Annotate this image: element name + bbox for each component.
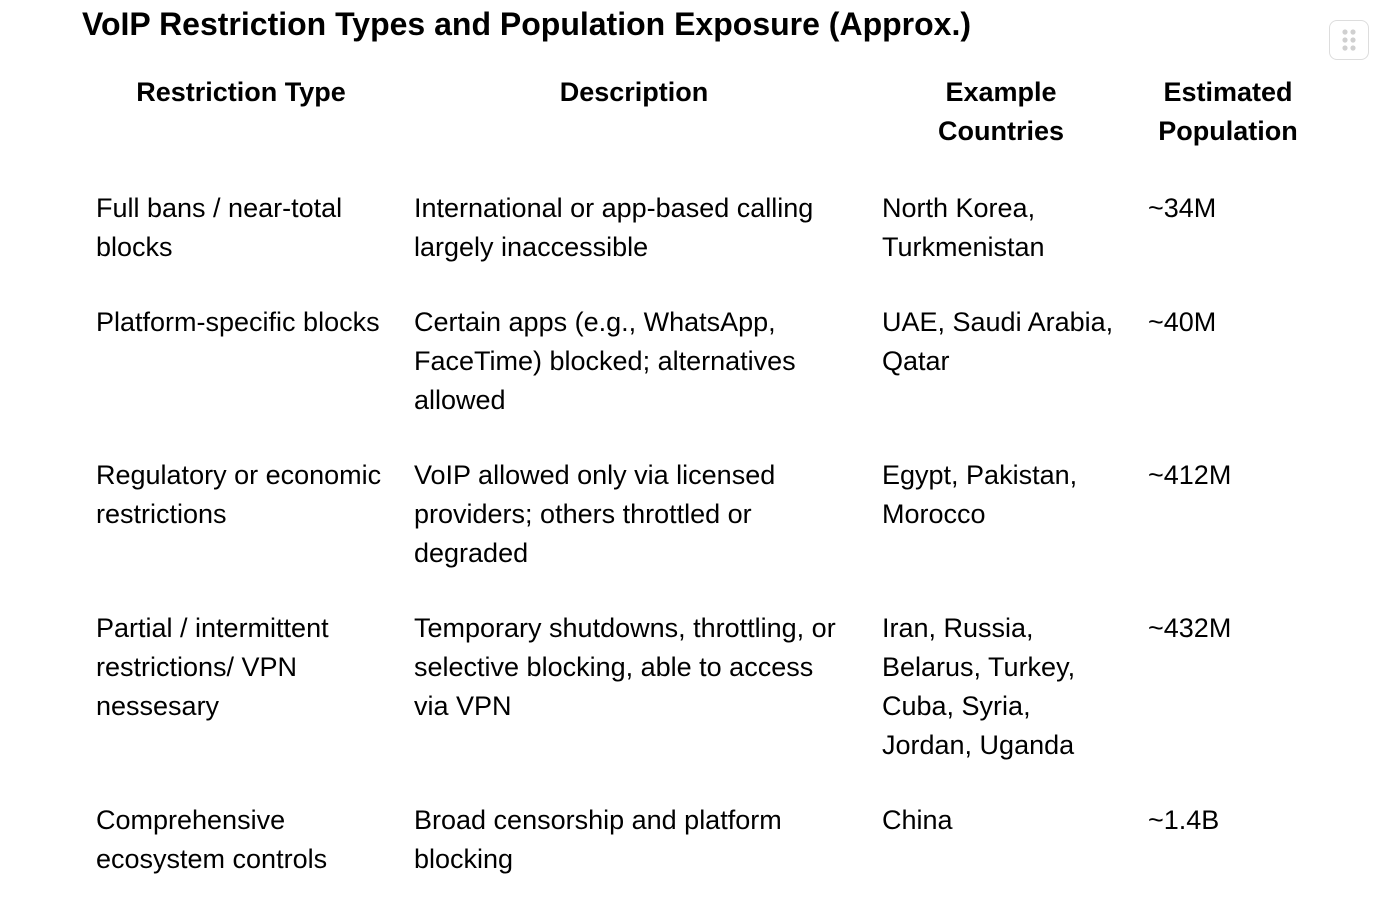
table-row <box>82 793 1322 907</box>
cell-description: Certain apps (e.g., WhatsApp, FaceTime) blocked; alternatives allowed <box>414 307 796 415</box>
page-title: VoIP Restriction Types and Population Exposure (Approx.) <box>82 6 971 42</box>
restriction-table <box>82 71 1322 907</box>
cell-example-countries: Egypt, Pakistan, Morocco <box>882 460 1078 529</box>
cell-estimated-population: ~432M <box>1148 613 1232 643</box>
cell-restriction-type: Partial / intermittent restrictions/ VPN nessesary <box>96 613 329 721</box>
cell-description: International or app-based calling largely inaccessible <box>414 193 814 262</box>
cell-example-countries: Iran, Russia, Belarus, Turkey, Cuba, Syria, Jordan, Uganda <box>882 613 1076 760</box>
cell-example-countries: North Korea, Turkmenistan <box>882 193 1045 262</box>
table-row <box>82 295 1322 448</box>
table-row <box>82 601 1322 793</box>
cell-description: VoIP allowed only via licensed providers; others throttled or degraded <box>414 460 776 568</box>
cell-restriction-type: Platform-specific blocks <box>96 307 380 337</box>
grid-dots-icon <box>1341 28 1357 52</box>
table-row <box>82 181 1322 295</box>
cell-restriction-type: Full bans / near-total blocks <box>96 193 343 262</box>
grid-menu-button[interactable] <box>1329 20 1369 60</box>
header-example-countries: Example Countries <box>937 77 1064 146</box>
header-restriction-type: Restriction Type <box>136 77 346 107</box>
cell-example-countries: UAE, Saudi Arabia, Qatar <box>882 307 1114 376</box>
cell-estimated-population: ~34M <box>1148 193 1217 223</box>
cell-estimated-population: ~412M <box>1148 460 1232 490</box>
cell-restriction-type: Comprehensive ecosystem controls <box>96 805 328 874</box>
header-description: Description <box>559 77 709 107</box>
table-header-row <box>82 71 1322 181</box>
cell-example-countries: China <box>882 805 953 835</box>
cell-restriction-type: Regulatory or economic restrictions <box>96 460 382 529</box>
cell-estimated-population: ~1.4B <box>1148 805 1220 835</box>
cell-estimated-population: ~40M <box>1148 307 1217 337</box>
header-estimated-population: Estimated Population <box>1158 77 1298 146</box>
cell-description: Temporary shutdowns, throttling, or selective blocking, able to access via VPN <box>414 613 836 721</box>
table-row <box>82 448 1322 601</box>
cell-description: Broad censorship and platform blocking <box>414 805 782 874</box>
